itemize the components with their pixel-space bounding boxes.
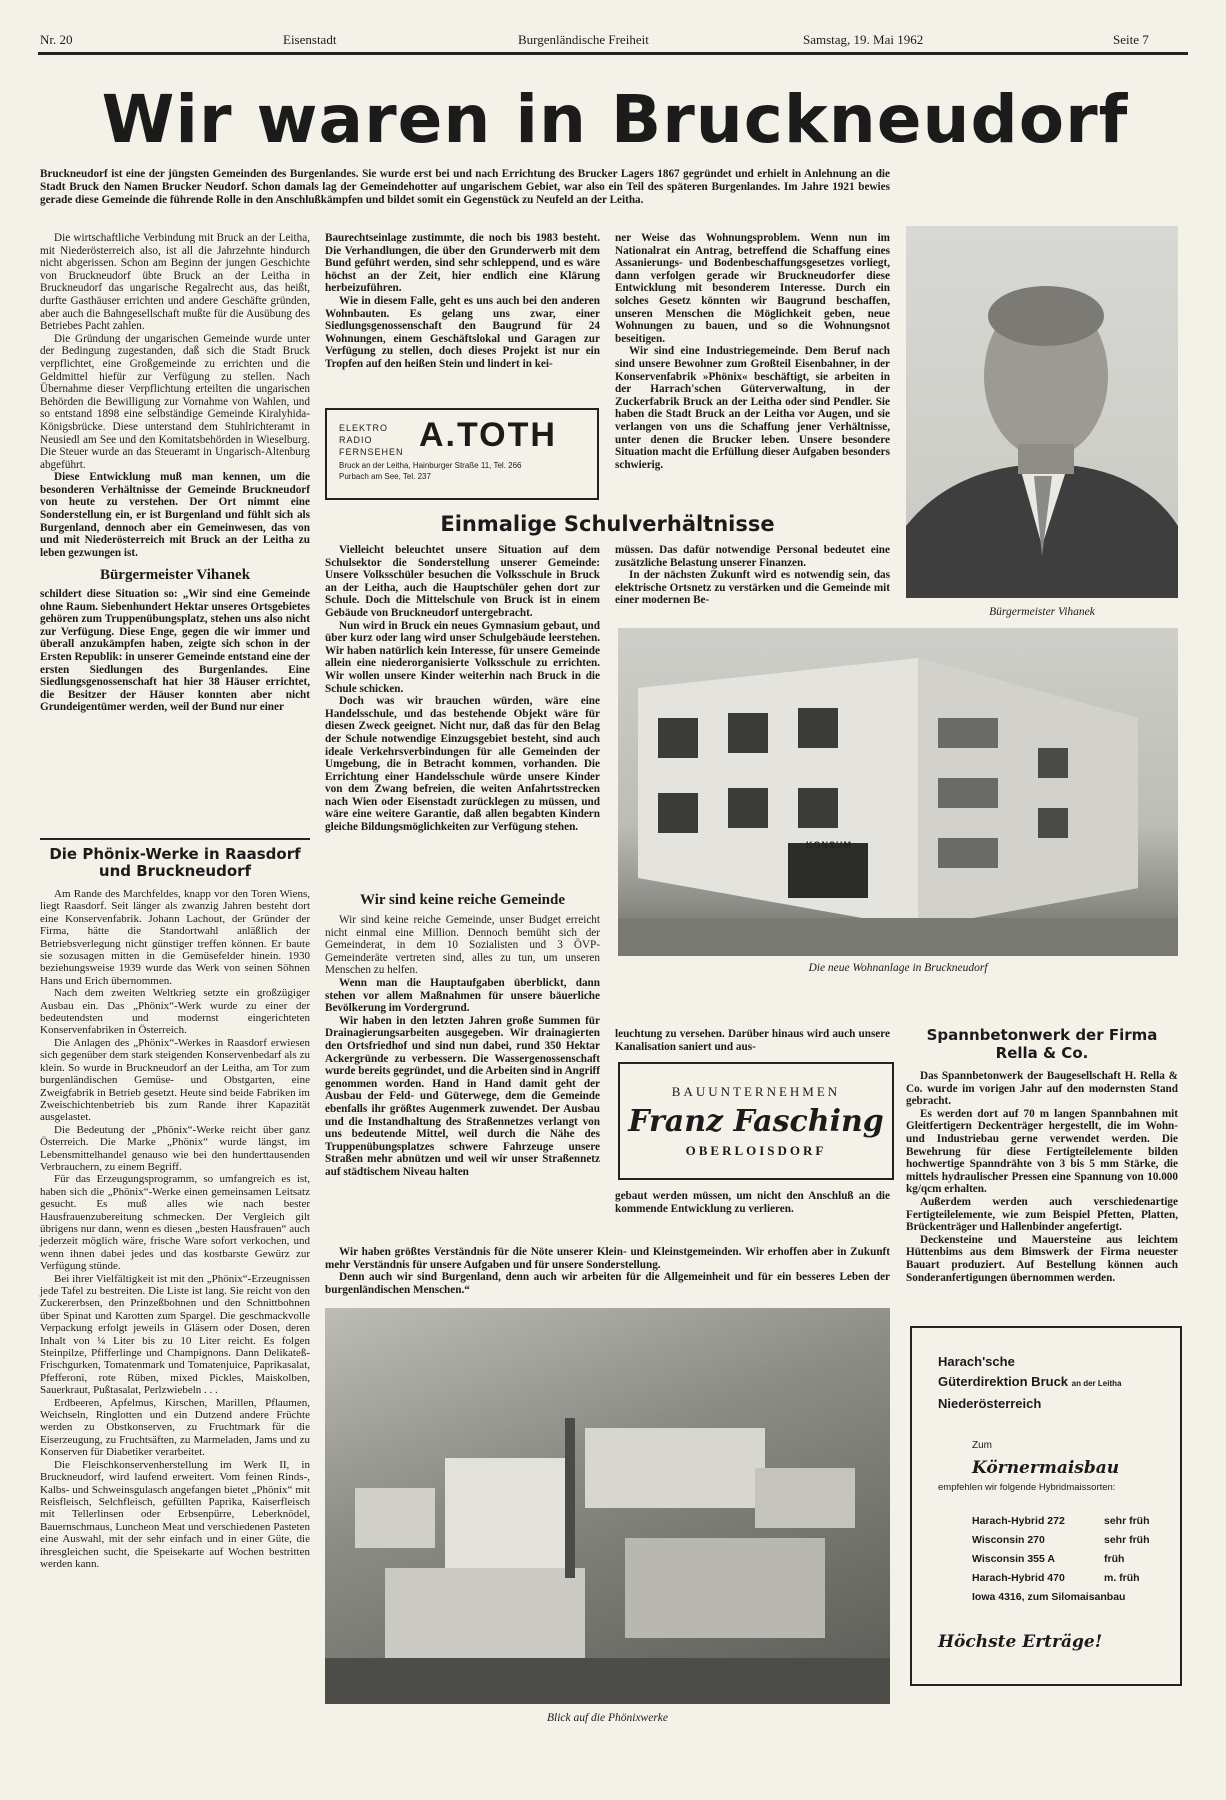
phoenix-section — [40, 838, 310, 1570]
hybrid-note: m. früh — [1104, 1572, 1140, 1584]
hybrid-name: Harach-Hybrid 272 — [972, 1515, 1065, 1527]
lead-paragraph: Bruckneudorf ist eine der jüngsten Gemeinden des Burgenlandes. Sie wurde erst bei und nach Errichtung des Brucker Lagers 1867 gegründet und erhielt in Anlehnung an die Stadt Bruck den Namen Brucker Neudorf. Schon damals lag der Gemeindehotter auf ungarischem Gebiet, war also ein Teil des späteren Burgenlandes. Im Jahre 1921 bewies gerade diese Gemeinde die führende Rolle in den Anschlußkämpfen und bildet somit ein Gegenstück zu Neufeld an der Leitha. — [40, 168, 890, 206]
page-header — [38, 30, 1188, 55]
toth-line: ELEKTRO — [339, 423, 389, 433]
harrach-slogan: Höchste Erträge! — [938, 1632, 1103, 1652]
harrach-zum: Zum — [972, 1440, 992, 1451]
hybrid-list — [972, 1512, 1172, 1607]
col3-paragraph: Wir sind eine Industriegemeinde. Dem Beruf nach sind unsere Bewohner zum Großteil Eisenbahner, in der Konservenfabrik »Phönix« beschäftigt, sie arbeiten in der Harrach'schen Güterverwaltung, in der Zuckerfabrik Bruck an der Leitha oder sind Pendler. Sie haben die Stadt Bruck an der Leitha vor Augen, und sie verlangen von uns die Schaffung jener Verhältnisse, unter denen die Brucker leben. Unsere besondere Situation macht die Erfüllung dieser Aufgaben besonders schwierig. — [615, 345, 890, 471]
col1-paragraph: schildert diese Situation so: „Wir sind eine Gemeinde ohne Raum. Siebenhundert Hektar unseres Ortsgebietes gehören zum Truppenübungsplatz, stehen uns also nicht zur Verfügung. Diese Enge, gegen die wir immer und überall anzukämpfen haben, zeigte sich schon in der Ersten Republik: in unserer Gemeinde entstand eine der ersten Siedlungen des Burgenlandes. Eine Siedlungsgenossenschaft hat hier 38 Häuser errichtet, die Besitzer der Häuser konnten aber nicht Grundeigentümer werden, weil der Bund nur einer — [40, 588, 310, 714]
harrach-script: Körnermaisbau — [972, 1458, 1120, 1478]
issue-number: Nr. 20 — [40, 32, 73, 47]
headline: Wir waren in Bruckneudorf — [101, 81, 1129, 158]
subhead-mayor: Bürgermeister Vihanek — [99, 567, 251, 584]
reich-paragraph: Wenn man die Hauptaufgaben überblickt, dann stehen vor allem Maßnahmen für unsere bäuerliche Bevölkerung im Vordergrund. — [325, 976, 600, 1015]
page-number: Seite 7 — [1113, 32, 1149, 47]
hybrid-row — [972, 1550, 1172, 1569]
reich-c3a: leuchtung zu versehen. Darüber hinaus wird auch unsere Kanalisation saniert und aus- — [615, 1028, 890, 1053]
column-3-top — [615, 232, 890, 471]
toth-line: FERNSEHEN — [339, 447, 404, 457]
column-1 — [40, 232, 310, 714]
col1-paragraph: Die Gründung der ungarischen Gemeinde wurde unter der Bedingung zugestanden, daß sich die Stadt Bruck verpflichtet, eine Großgemeinde zu errichten und die Geldmittel hiefür zur Verfügung zu stellen. Nach Übernahme dieser Verpflichtung erteilten die ungarischen Behörden die Bewilligung zur Vornahme von Wahlen, und so entstand 1898 eine selbständige Gemeinde Kiralyhida-Königsbrücke. Diese unterstand dem Stuhlrichteramt in Neusiedl am See und den Komitatsbehörden in Wieselburg. Die Steuer wurde an das Steueramt in Ungarisch-Altenburg abgeführt. — [40, 332, 310, 471]
closing-paragraph: Denn auch wir sind Burgenland, denn auch wir arbeiten für die Allgemeinheit und für ein besseres Leben der burgenländischen Menschen.“ — [325, 1271, 890, 1296]
toth-address: Bruck an der Leitha, Hainburger Straße 11, Tel. 266 — [339, 461, 522, 470]
rella-title — [906, 1026, 1178, 1062]
schul-paragraph: Vielleicht beleuchtet unsere Situation auf dem Schulsektor die Sonderstellung unserer Gemeinde: Unsere Volksschüler besuchen die Volksschule in Bruck an der Leitha, auch die Hauptschüler gehen dort zur Schule. Doch die Mittelschule von Bruck ist in einem Gebäude von Bruckneudorf untergebracht. — [325, 544, 600, 619]
schul-paragraph: müssen. Das dafür notwendige Personal bedeutet eine zusätzliche Belastung unserer Finanzen. — [615, 544, 890, 569]
harrach-line-small: an der Leitha — [1071, 1379, 1122, 1388]
building-icon — [618, 628, 1178, 956]
factory-caption: Blick auf die Phönixwerke — [546, 1712, 669, 1724]
rella-paragraph: Das Spannbetonwerk der Baugesellschaft H. Rella & Co. wurde im vorigen Jahr auf den modernsten Stand gebracht. — [906, 1070, 1178, 1108]
schul-column-right — [615, 544, 890, 607]
fasching-line: OBERLOISDORF — [685, 1143, 827, 1158]
hybrid-note: früh — [1104, 1553, 1125, 1565]
housing-caption: Die neue Wohnanlage in Bruckneudorf — [808, 962, 988, 974]
hybrid-row — [972, 1531, 1172, 1550]
hybrid-row — [972, 1588, 1172, 1607]
phoenix-title — [40, 846, 310, 880]
schul-paragraph: Doch was wir brauchen würden, wäre eine Handelsschule, und das bestehende Objekt wäre für diesen Zweck geeignet. Nicht nur, daß das für den Belag der Schule notwendige Einzugsgebiet besteht, sind auch ideale Verkehrsverbindungen für alle Gemeinden der Umgebung, die in Betracht kommen, vorhanden. Die Errichtung einer Handelsschule würde unsere Kinder von dem Zwang befreien, die weiten Anfahrtsstrecken nach Wien oder Eisenstadt zurücklegen zu müssen, und wäre eine weitere Garantie, daß allen begabten Kindern gleiche Bildungsmöglichkeiten zur Verfügung stehen. — [325, 695, 600, 834]
phoenix-paragraph: Erdbeeren, Apfelmus, Kirschen, Marillen, Pflaumen, Weichseln, Ringlotten und ein Dutzend andere Früchte werden zu Obstkonserven, zu Fruchtmark für die Eiserzeugung, zu Fruchtsäften, zu Marmeladen, Jams und zu Konserven für Diabetiker verarbeitet. — [40, 1396, 310, 1459]
mayor-portrait-icon — [906, 226, 1178, 598]
schul-paragraph: Nun wird in Bruck ein neues Gymnasium gebaut, und über kurz oder lang wird unser Schulgebäude leerstehen. Wir haben natürlich kein Interesse, für unsere Gemeinde allein eine niederorganisierte Volksschule zu errichten. Wir wollen unsere Kinder weiterhin nach Bruck in die Schule schicken. — [325, 619, 600, 695]
section-name: Eisenstadt — [283, 32, 337, 47]
col1-paragraph: Diese Entwicklung muß man kennen, um die besonderen Verhältnisse der Gemeinde Bruckneudorf von heute zu verstehen. Der Ort nimmt eine Sonderstellung ein, er ist Burgenland und fühlt sich als Burgenland, dennoch aber ein Gemeinwesen, das von und mit Niederösterreich mit Bruck an der Leitha zu leben gezwungen ist. — [40, 471, 310, 559]
reich-paragraph: Wir sind keine reiche Gemeinde, unser Budget erreicht nicht einmal eine Million. Dennoch bemüht sich der Gemeinderat, in dem 10 Sozialisten und 3 ÖVP-Gemeinderäte vertreten sind, alles zu tun, um unseren Menschen zu helfen. — [325, 914, 600, 977]
fasching-advertisement — [618, 1062, 894, 1180]
phoenix-paragraph: Die Anlagen des „Phönix“-Werkes in Raasdorf erwiesen sich gegenüber dem stark steigenden Konservenbedarf als zu klein. So wurde in Bruckneudorf an der Leitha, am Tor zum burgenländischen Gemüse- und Obstgarten, eine Zweigfabrik in Betrieb gesetzt. Heute sind beide Fabriken im Zweischichtenbetrieb bis zum Rande ihrer Kapazität ausgelastet. — [40, 1036, 310, 1124]
phoenix-paragraph: Die Bedeutung der „Phönix“-Werke reicht über ganz Österreich. Die Marke „Phönix“ wurde längst, im Lebensmittelhandel genauso wie bei den hunderttausenden Verbrauchern, zu einem Begriff. — [40, 1123, 310, 1173]
toth-address: Purbach am See, Tel. 237 — [339, 472, 431, 481]
harrach-advertisement — [910, 1326, 1182, 1686]
factory-photo — [325, 1308, 890, 1704]
fasching-name: Franz Fasching — [628, 1104, 884, 1139]
column-2-top — [325, 232, 600, 371]
harrach-line: Harach'sche — [938, 1354, 1015, 1369]
col2-paragraph: Baurechtseinlage zustimmte, die noch bis 1983 besteht. Die Verhandlungen, die über den Grunderwerb mit dem Bund geführt werden, sind sehr schleppend, und es wäre höchst an der Zeit, hier endlich eine Klärung herbeizuführen. — [325, 232, 600, 295]
closing-paragraph: Wir haben größtes Verständnis für die Nöte unserer Klein- und Kleinstgemeinden. Wir erhoffen aber in Zukunft mehr Verständnis für unsere Aufgaben und für unsere Sonderstellung. — [325, 1246, 890, 1271]
issue-date: Samstag, 19. Mai 1962 — [803, 32, 924, 47]
reich-column — [325, 914, 600, 1178]
rella-title-line: Rella & Co. — [995, 1044, 1089, 1062]
hybrid-row — [972, 1569, 1172, 1588]
hybrid-note: sehr früh — [1104, 1534, 1150, 1546]
hybrid-note: sehr früh — [1104, 1515, 1150, 1527]
schul-paragraph: In der nächsten Zukunft wird es notwendig sein, das elektrische Ortsnetz zu verstärken und die Gemeinde mit einer modernen Be- — [615, 569, 890, 607]
closing — [325, 1246, 890, 1296]
phoenix-title-line: und Bruckneudorf — [98, 862, 252, 880]
factory-icon — [325, 1308, 890, 1704]
phoenix-paragraph: Die Fleischkonservenherstellung im Werk II, in Bruckneudorf, wird laufend erweitert. Vom feinen Rinds-, Kalbs- und Schweinsgulasch angefangen bietet „Phönix“ mit Reisfleisch, Selchfleisch, gefüllten Paprika, Kaiserfleisch mit Tellerlinsen oder Erbsenpürre, Leberknödel, Bauernschmaus, Luncheon Meat und verschiedenen Pasteten eine Auswahl, mit der sehr einfach und in einer Güte, die ihresgleichen sucht, die Speisekarte auf Wochen bestritten werden kann. — [40, 1458, 310, 1570]
reich-paragraph: Wir haben in den letzten Jahren große Summen für Drainagierungsarbeiten ausgegeben. Wir drainagierten den Ortsfriedhof und sind nun dabei, rund 350 Hektar Ackergründe zu verbessern. Die Wassergenossenschaft wurde bereits gegründet, und die Arbeiten sind in Angriff genommen worden. Hand in Hand damit geht der Ausbau der Feld- und Güterwege, dem die Gemeinde ebenfalls ihr größtes Augenmerk zuwendet. Der Ausbau und die Instandhaltung des Straßennetzes verlangt von uns bedeutende Mittel, weil durch die Nähe des Truppenübungsplatzes schwere Fahrzeuge unsere Straßen mehr abnützen und weil wir unser Straßennetz auf städtischem Niveau halten — [325, 1014, 600, 1178]
harrach-recommend: empfehlen wir folgende Hybridmaissorten: — [938, 1482, 1116, 1493]
hybrid-name: Harach-Hybrid 470 — [972, 1572, 1065, 1584]
phoenix-paragraph: Am Rande des Marchfeldes, knapp vor den Toren Wiens, liegt Raasdorf. Seit länger als zwanzig Jahren besteht dort eine Konservenfabrik. Johann Lachout, der Gründer der Firma, hätte die Standortwahl anläßlich der Betriebsverlegung nicht günstiger treffen können. Er baute sie sozusagen mitten in die Gemüsefelder hinein. 1930 beziehungsweise 1939 wurde das Werk von seinen Söhnen Hans und Erich übernommen. — [40, 888, 310, 987]
reich-c3b: gebaut werden müssen, um nicht den Anschluß an die kommende Entwicklung zu verlieren. — [615, 1190, 890, 1215]
hybrid-name: Wisconsin 355 A — [972, 1553, 1055, 1565]
toth-name: A.TOTH — [419, 416, 557, 454]
reich-title: Wir sind keine reiche Gemeinde — [360, 892, 565, 908]
rella-paragraph: Außerdem werden auch verschiedenartige Fertigteilelemente, wie zum Beispiel Pfetten, Platten, Brückenträger und Hallenbinder angefertigt. — [906, 1195, 1178, 1234]
fasching-line: BAUUNTERNEHMEN — [671, 1084, 841, 1099]
rella-paragraph: Deckensteine und Mauersteine aus leichtem Hüttenbims aus dem Bimswerk der Firma neuester Bauart produziert. Auf Bestellung können auch Sonderanfertigungen übernommen werden. — [906, 1233, 1178, 1284]
rella-section — [906, 1026, 1178, 1284]
hybrid-row — [972, 1512, 1172, 1531]
col1-paragraph: Die wirtschaftliche Verbindung mit Bruck an der Leitha, mit Niederösterreich also, ist all die Jahrzehnte hindurch nicht abgerissen. Schon am Beginn der jungen Geschichte von Bruckneudorf übte Bruck an der Leitha in Bruckneudorf das ungarische Regalrecht aus, das heißt, durfte Gasthäuser errichten und andere Geschäfte gründen, aber auch die Bahngesellschaft mußte für die Ausübung des Betriebes Pacht zahlen. — [40, 232, 310, 333]
hybrid-name: Iowa 4316, zum Silomaisanbau — [972, 1591, 1126, 1603]
paper-name: Burgenländische Freiheit — [518, 32, 649, 47]
col2-paragraph: Wie in diesem Falle, geht es uns auch bei den anderen Wohnbauten. Es gelang uns zwar, einer Siedlungsgenossenschaft den Baugrund für 24 Wohnungen, einem Geschäftslokal und Garagen zur Verfügung zu stellen, doch dieses Projekt ist nur ein Tropfen auf den heißen Stein und lindert in kei- — [325, 294, 600, 370]
harrach-line: Güterdirektion Bruck — [938, 1374, 1069, 1389]
phoenix-paragraph: Für das Erzeugungsprogramm, so umfangreich es ist, haben sich die „Phönix“-Werke einen gemeinsamen Leitsatz gesucht. Es muß alles wie nach bester Hausfrauenzubereitung schmecken. Der Vergleich gilt übrigens nur dann, wenn es diesen „besten Hausfrauen“ auch jederzeit möglich wäre, frische Ware sofort verkochen, und wenn ihnen dabei jedes und das kostbarste Gewürz zur Verfügung stünde. — [40, 1173, 310, 1273]
phoenix-paragraph: Nach dem zweiten Weltkrieg setzte ein großzügiger Ausbau ein. Das „Phönix“-Werk wurde zu einer der bedeutendsten und modernst eingerichteten Konservenfabriken in Österreich. — [40, 987, 310, 1037]
mayor-caption: Bürgermeister Vihanek — [989, 606, 1095, 618]
toth-advertisement — [325, 408, 599, 500]
schul-column-left — [325, 544, 600, 834]
schul-title: Einmalige Schulverhältnisse — [440, 512, 775, 536]
phoenix-paragraph: Bei ihrer Vielfältigkeit ist mit den „Phönix“-Erzeugnissen jede Tafel zu bestreiten. Die Liste ist lang. Sie reicht von den Zuckererbsen, den Prinzeßbohnen und den Schnittbohnen über Spinat und Karotten zum Spargel. Die geschmackvolle Verpackung erfolgt jeweils in Gläsern oder Dosen, deren Inhalt von ¼ Liter bis zu 10 Liter reicht. Es folgen Steinpilze, Pfifferlinge und Champignons. Dann Delikateß-Frischgurken, Tomatenmark und Tomatenjuice, Paprikasalat, Pfefferoni, rote Rüben, mixed Pickles, Maiskolben, Sauerkraut, Pußtasalat, Perlzwiebeln . . . — [40, 1272, 310, 1397]
hybrid-name: Wisconsin 270 — [972, 1534, 1045, 1546]
phoenix-title-line: Die Phönix-Werke in Raasdorf — [49, 845, 301, 863]
toth-line: RADIO — [339, 435, 373, 445]
rella-paragraph: Es werden dort auf 70 m langen Spannbahnen mit Gleitfertigern Deckenträger hergestellt, die im Wohn- und Industriebau gerne verwendet werden. Die Bewehrung für diese Fertigteilelemente bilden hochwertige Spanndrähte von 3 bis 5 mm Stärke, die mittels hydraulischer Pressen eine Spannung von 10.000 kg/qcm erhalten. — [906, 1107, 1178, 1196]
rella-title-line: Spannbetonwerk der Firma — [926, 1026, 1158, 1044]
harrach-line: Niederösterreich — [938, 1396, 1042, 1411]
housing-photo — [618, 628, 1178, 956]
col3-paragraph: ner Weise das Wohnungsproblem. Wenn nun im Nationalrat ein Antrag, betreffend die Schaffung eines Assanierungs- und Bodenbeschaffungsgesetzes vorliegt, dann verfolgen gerade wir Bruckneudorfer diese Entwicklung mit besonderem Interesse. Durch ein solches Gesetz könnten wir Baugrund beschaffen, unseren Menschen die Möglichkeit geben, neue Wohnungen zu bauen, und so die Wohnungsnot beseitigen. — [615, 232, 890, 345]
konsum-sign: KONSUM — [806, 840, 852, 850]
mayor-photo — [906, 226, 1178, 598]
